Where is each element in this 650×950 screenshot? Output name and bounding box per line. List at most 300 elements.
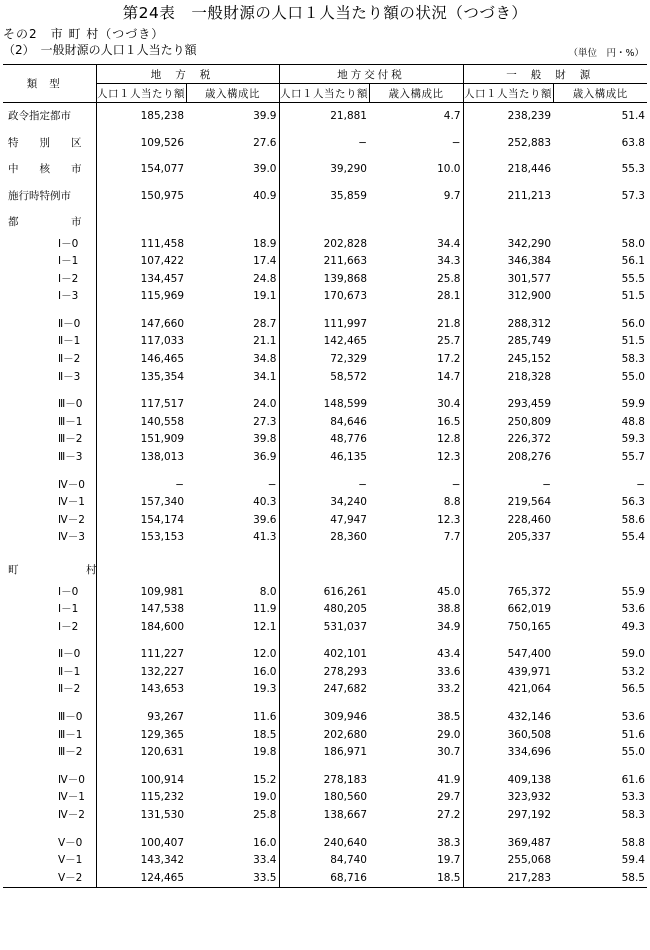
value-cell: 55.3: [621, 163, 645, 175]
value-cell: 205,337: [463, 529, 553, 547]
spacer-cell: [369, 467, 463, 477]
value-cell: 12.3: [437, 451, 461, 464]
spacer-cell: [96, 762, 186, 772]
spacer-row: [3, 762, 647, 772]
spacer-cell: [186, 825, 279, 835]
value-cell: 247,682: [279, 681, 369, 699]
value-cell: 219,564: [463, 494, 553, 512]
value-cell: 58.8: [621, 836, 645, 849]
value-cell: 16.5: [437, 415, 461, 428]
header-per-capita: 人口１人当たり額: [279, 84, 369, 103]
row-label: Ⅲ－0: [58, 711, 83, 724]
row-label-cell: [3, 449, 96, 467]
row-label-cell: [3, 727, 96, 745]
value-cell: 409,138: [463, 772, 553, 790]
value-cell: 150,975: [96, 183, 186, 210]
value-cell: 55.9: [621, 585, 645, 598]
spacer-cell: [553, 762, 647, 772]
value-cell: 15.2: [253, 773, 277, 786]
value-cell: 765,372: [463, 584, 553, 602]
value-cell: 84,740: [279, 852, 369, 870]
value-cell: 46,135: [279, 449, 369, 467]
value-cell: 107,422: [96, 253, 186, 271]
row-label-cell: [3, 664, 96, 682]
table-row: [3, 529, 647, 547]
value-cell: 55.0: [621, 370, 645, 383]
spacer-cell: [186, 547, 279, 557]
value-cell: 180,560: [279, 789, 369, 807]
value-cell: 245,152: [463, 351, 553, 369]
row-label: Ⅰ－2: [58, 272, 79, 285]
row-label-cell: [3, 333, 96, 351]
table-row: [3, 852, 647, 870]
value-cell: 19.7: [437, 854, 461, 867]
value-cell: 56.0: [621, 317, 645, 330]
row-label: 町 村: [8, 564, 99, 576]
spacer-cell: [369, 306, 463, 316]
value-cell: 51.5: [621, 335, 645, 348]
value-cell: 301,577: [463, 271, 553, 289]
value-cell: 19.8: [253, 746, 277, 759]
value-cell: 240,640: [279, 835, 369, 853]
value-cell: 360,508: [463, 727, 553, 745]
value-cell: 38.5: [437, 711, 461, 724]
value-cell: 58,572: [279, 369, 369, 387]
value-cell: 139,868: [279, 271, 369, 289]
spacer-cell: [463, 467, 553, 477]
table-row: [3, 209, 647, 236]
value-cell: [186, 557, 279, 584]
row-label: Ⅲ－3: [58, 451, 83, 464]
table-row: [3, 601, 647, 619]
value-cell: 12.1: [253, 620, 277, 633]
value-cell: 19.0: [253, 791, 277, 804]
value-cell: 10.0: [437, 163, 461, 175]
value-cell: 148,599: [279, 396, 369, 414]
row-label-cell: [3, 709, 96, 727]
value-cell: 51.4: [621, 110, 645, 122]
spacer-cell: [186, 762, 279, 772]
row-label-cell: [3, 494, 96, 512]
value-cell: [369, 557, 463, 584]
table-row: [3, 183, 647, 210]
value-cell: 111,997: [279, 316, 369, 334]
value-cell: 131,530: [96, 807, 186, 825]
value-cell: 211,213: [463, 183, 553, 210]
value-cell: 35,859: [279, 183, 369, 210]
value-cell: 217,283: [463, 870, 553, 888]
spacer-row: [3, 306, 647, 316]
value-cell: 40.3: [253, 496, 277, 509]
value-cell: 285,749: [463, 333, 553, 351]
value-cell: 480,205: [279, 601, 369, 619]
value-cell: 228,460: [463, 512, 553, 530]
value-cell: 369,487: [463, 835, 553, 853]
value-cell: 14.7: [437, 370, 461, 383]
value-cell: 58.6: [621, 513, 645, 526]
row-label-cell: [3, 414, 96, 432]
value-cell: 439,971: [463, 664, 553, 682]
value-cell: 38.8: [437, 603, 461, 616]
value-cell: 143,342: [96, 852, 186, 870]
value-cell: 29.7: [437, 791, 461, 804]
value-cell: 100,407: [96, 835, 186, 853]
value-cell: 41.3: [253, 531, 277, 544]
row-label: Ⅳ－2: [58, 809, 85, 822]
value-cell: 147,538: [96, 601, 186, 619]
value-cell: 49.3: [621, 620, 645, 633]
value-cell: 33.2: [437, 683, 461, 696]
value-cell: 48.8: [621, 415, 645, 428]
row-label-cell: [3, 431, 96, 449]
value-cell: 68,716: [279, 870, 369, 888]
value-cell: 4.7: [443, 110, 461, 122]
value-cell: 146,465: [96, 351, 186, 369]
value-cell: 8.8: [443, 496, 461, 509]
value-cell: −: [451, 136, 461, 149]
value-cell: 218,446: [463, 156, 553, 183]
value-cell: −: [279, 130, 369, 157]
table-row: [3, 557, 647, 584]
spacer-row: [3, 547, 647, 557]
spacer-cell: [279, 825, 369, 835]
value-cell: 21.8: [437, 317, 461, 330]
value-cell: 25.8: [437, 272, 461, 285]
value-cell: 39.6: [253, 513, 277, 526]
spacer-cell: [3, 825, 96, 835]
value-cell: 12.3: [437, 513, 461, 526]
spacer-cell: [553, 636, 647, 646]
row-label: 都 市: [8, 216, 82, 228]
value-cell: 117,517: [96, 396, 186, 414]
spacer-cell: [96, 467, 186, 477]
value-cell: 16.0: [253, 665, 277, 678]
value-cell: 58.3: [621, 353, 645, 366]
spacer-cell: [369, 386, 463, 396]
value-cell: 34,240: [279, 494, 369, 512]
value-cell: 208,276: [463, 449, 553, 467]
value-cell: 28.1: [437, 290, 461, 303]
table-row: [3, 333, 647, 351]
data-table: [3, 64, 647, 888]
spacer-cell: [463, 547, 553, 557]
value-cell: 547,400: [463, 646, 553, 664]
row-label-cell: [3, 316, 96, 334]
table-row: [3, 664, 647, 682]
header-per-capita: 人口１人当たり額: [463, 84, 553, 103]
value-cell: 140,558: [96, 414, 186, 432]
value-cell: 25.7: [437, 335, 461, 348]
value-cell: 100,914: [96, 772, 186, 790]
table-row: [3, 584, 647, 602]
value-cell: 153,153: [96, 529, 186, 547]
table-row: [3, 870, 647, 888]
table-row: [3, 351, 647, 369]
table-row: [3, 253, 647, 271]
value-cell: 309,946: [279, 709, 369, 727]
value-cell: 53.6: [621, 711, 645, 724]
row-label: Ⅱ－1: [58, 665, 81, 678]
spacer-cell: [463, 825, 553, 835]
value-cell: 33.5: [186, 870, 279, 888]
value-cell: 111,458: [96, 236, 186, 254]
spacer-row: [3, 386, 647, 396]
value-cell: 151,909: [96, 431, 186, 449]
row-label-cell: [3, 288, 96, 306]
value-cell: 39,290: [279, 156, 369, 183]
table-row: [3, 744, 647, 762]
spacer-cell: [553, 825, 647, 835]
row-label-cell: [3, 772, 96, 790]
spacer-cell: [463, 636, 553, 646]
value-cell: −: [463, 477, 553, 495]
value-cell: 12.8: [437, 433, 461, 446]
row-label: Ⅰ－1: [58, 603, 79, 616]
value-cell: 12.0: [253, 648, 277, 661]
row-label-cell: [3, 529, 96, 547]
value-cell: 39.8: [253, 433, 277, 446]
spacer-cell: [3, 762, 96, 772]
table-row: [3, 236, 647, 254]
value-cell: 135,354: [96, 369, 186, 387]
value-cell: 56.1: [621, 255, 645, 268]
value-cell: 25.8: [253, 809, 277, 822]
table-row: [3, 316, 647, 334]
row-label-cell: [3, 156, 96, 183]
spacer-cell: [279, 386, 369, 396]
value-cell: 342,290: [463, 236, 553, 254]
value-cell: 278,183: [279, 772, 369, 790]
value-cell: 63.8: [621, 136, 645, 149]
value-cell: 143,653: [96, 681, 186, 699]
value-cell: 24.8: [253, 272, 277, 285]
value-cell: 53.6: [621, 603, 645, 616]
value-cell: [96, 209, 186, 236]
value-cell: 238,239: [463, 103, 553, 130]
spacer-cell: [96, 636, 186, 646]
spacer-cell: [186, 386, 279, 396]
table-subtitle: その2 市 町 村（つづき）: [3, 27, 165, 41]
header-type: 類型: [3, 65, 96, 103]
value-cell: 55.5: [621, 272, 645, 285]
value-cell: 421,064: [463, 681, 553, 699]
value-cell: 39.9: [253, 110, 277, 122]
value-cell: 250,809: [463, 414, 553, 432]
spacer-cell: [369, 825, 463, 835]
value-cell: 109,526: [96, 130, 186, 157]
row-label-cell: [3, 789, 96, 807]
value-cell: 132,227: [96, 664, 186, 682]
value-cell: 43.4: [437, 648, 461, 661]
value-cell: [186, 209, 279, 236]
value-cell: 48,776: [279, 431, 369, 449]
table-row: [3, 103, 647, 130]
row-label-cell: [3, 183, 96, 210]
table-row: [3, 646, 647, 664]
value-cell: 58.5: [553, 870, 647, 888]
value-cell: 334,696: [463, 744, 553, 762]
value-cell: 346,384: [463, 253, 553, 271]
table-row: [3, 772, 647, 790]
row-label-cell: [3, 646, 96, 664]
spacer-cell: [96, 547, 186, 557]
row-label-cell: [3, 253, 96, 271]
spacer-cell: [463, 762, 553, 772]
value-cell: 109,981: [96, 584, 186, 602]
spacer-cell: [279, 636, 369, 646]
value-cell: 138,013: [96, 449, 186, 467]
row-label: 政令指定都市: [8, 110, 71, 122]
row-label-cell: [3, 870, 96, 888]
spacer-cell: [463, 306, 553, 316]
value-cell: 19.3: [253, 683, 277, 696]
spacer-cell: [279, 547, 369, 557]
value-cell: 117,033: [96, 333, 186, 351]
row-label-cell: [3, 209, 96, 236]
spacer-row: [3, 636, 647, 646]
value-cell: 21,881: [279, 103, 369, 130]
header-ratio: 歳入構成比: [186, 84, 279, 103]
value-cell: 531,037: [279, 619, 369, 637]
value-cell: 53.2: [621, 665, 645, 678]
row-label: Ⅰ－3: [58, 290, 79, 303]
value-cell: 34.3: [437, 255, 461, 268]
value-cell: 30.7: [437, 746, 461, 759]
value-cell: 18.5: [369, 870, 463, 888]
value-cell: 17.4: [253, 255, 277, 268]
spacer-cell: [463, 386, 553, 396]
spacer-cell: [553, 699, 647, 709]
value-cell: 115,969: [96, 288, 186, 306]
header-per-capita: 人口１人当たり額: [96, 84, 186, 103]
value-cell: 750,165: [463, 619, 553, 637]
value-cell: 142,465: [279, 333, 369, 351]
value-cell: 226,372: [463, 431, 553, 449]
spacer-cell: [279, 699, 369, 709]
value-cell: 93,267: [96, 709, 186, 727]
table-row: [3, 396, 647, 414]
value-cell: 29.0: [437, 728, 461, 741]
value-cell: 154,077: [96, 156, 186, 183]
value-cell: [463, 209, 553, 236]
row-label: Ⅲ－2: [58, 433, 83, 446]
value-cell: 21.1: [253, 335, 277, 348]
table-row: [3, 681, 647, 699]
row-label: Ⅲ－1: [58, 728, 83, 741]
row-label-cell: [3, 351, 96, 369]
table-row: [3, 835, 647, 853]
row-label-cell: [3, 681, 96, 699]
row-label-cell: [3, 512, 96, 530]
value-cell: [96, 557, 186, 584]
value-cell: 41.9: [437, 773, 461, 786]
value-cell: [279, 557, 369, 584]
table-row: [3, 271, 647, 289]
row-label: Ⅰ－0: [58, 585, 79, 598]
value-cell: 38.3: [437, 836, 461, 849]
value-cell: 34.8: [253, 353, 277, 366]
value-cell: 24.0: [253, 398, 277, 411]
value-cell: [369, 209, 463, 236]
row-label-cell: [3, 557, 99, 584]
value-cell: 51.6: [621, 728, 645, 741]
row-label: Ⅳ－1: [58, 791, 85, 804]
value-cell: 293,459: [463, 396, 553, 414]
table-row: [3, 477, 647, 495]
value-cell: [553, 209, 647, 236]
row-label: 中 核 市: [8, 163, 82, 175]
spacer-cell: [3, 306, 96, 316]
value-cell: 616,261: [279, 584, 369, 602]
value-cell: 170,673: [279, 288, 369, 306]
value-cell: 27.2: [437, 809, 461, 822]
value-cell: 218,328: [463, 369, 553, 387]
value-cell: 297,192: [463, 807, 553, 825]
row-label: Ⅲ－2: [58, 746, 83, 759]
table-row: [3, 130, 647, 157]
row-label: Ⅳ－3: [58, 531, 85, 544]
value-cell: 55.4: [621, 531, 645, 544]
row-label-cell: [3, 584, 96, 602]
value-cell: 39.0: [253, 163, 277, 175]
value-cell: −: [96, 477, 186, 495]
row-label-cell: [3, 601, 96, 619]
row-label-cell: [3, 236, 96, 254]
row-label: 特 別 区: [8, 136, 82, 149]
value-cell: 58.0: [621, 237, 645, 250]
spacer-cell: [369, 762, 463, 772]
row-label-cell: [3, 835, 96, 853]
value-cell: 202,828: [279, 236, 369, 254]
table-row: [3, 156, 647, 183]
spacer-cell: [3, 699, 96, 709]
row-label: Ⅱ－3: [58, 370, 81, 383]
row-label-cell: [3, 852, 96, 870]
spacer-cell: [3, 547, 96, 557]
value-cell: 51.5: [621, 290, 645, 303]
value-cell: 11.9: [253, 603, 277, 616]
row-label: Ⅲ－1: [58, 415, 83, 428]
unit-note: （単位 円・%）: [568, 48, 644, 59]
spacer-cell: [96, 306, 186, 316]
value-cell: 157,340: [96, 494, 186, 512]
row-label: Ⅰ－0: [58, 237, 79, 250]
spacer-cell: [186, 306, 279, 316]
value-cell: 59.4: [621, 854, 645, 867]
table-row: [3, 512, 647, 530]
value-cell: 57.3: [621, 189, 645, 202]
value-cell: 184,600: [96, 619, 186, 637]
row-label-cell: [3, 477, 96, 495]
value-cell: 11.6: [253, 711, 277, 724]
spacer-cell: [553, 547, 647, 557]
value-cell: 28,360: [279, 529, 369, 547]
row-label: Ⅰ－2: [58, 620, 79, 633]
value-cell: 18.9: [253, 237, 277, 250]
value-cell: 147,660: [96, 316, 186, 334]
spacer-cell: [3, 636, 96, 646]
value-cell: 138,667: [279, 807, 369, 825]
value-cell: 33.6: [437, 665, 461, 678]
section-heading: （2） 一般財源の人口１人当たり額: [3, 43, 197, 57]
row-label: Ⅱ－0: [58, 648, 81, 661]
table-row: [3, 789, 647, 807]
value-cell: 402,101: [279, 646, 369, 664]
value-cell: 47,947: [279, 512, 369, 530]
value-cell: −: [267, 478, 277, 491]
row-label: Ⅴ－1: [58, 854, 83, 867]
value-cell: 16.0: [253, 836, 277, 849]
